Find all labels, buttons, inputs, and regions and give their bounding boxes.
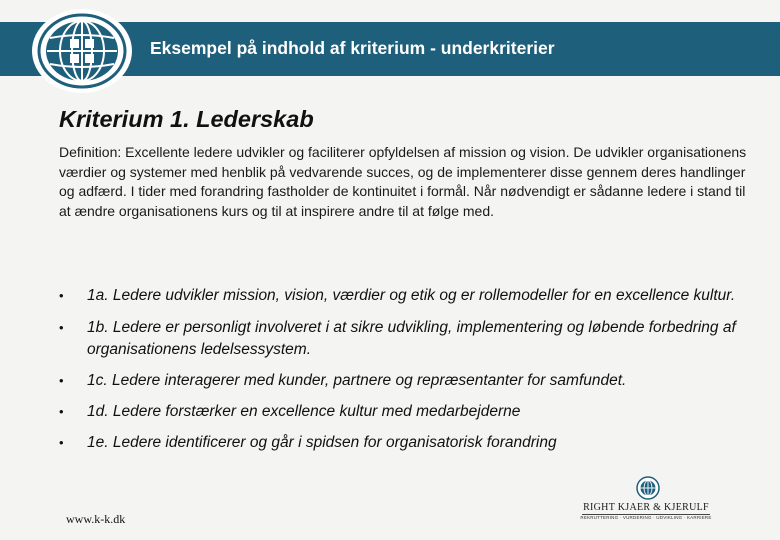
criterion-heading: Kriterium 1. Lederskab (59, 106, 314, 132)
firm-logo (578, 474, 714, 524)
bullet-icon: • (59, 404, 64, 419)
criterion-text: 1c. Ledere interagerer med kunder, partnere og repræsentanter for samfundet. (87, 372, 627, 389)
criterion-text: 1b. Ledere er personligt involveret i at sikre udvikling, implementering og løbende forbedring af organisationens ledelsessystem. (87, 319, 736, 358)
criterion-text: 1a. Ledere udvikler mission, vision, værdier og etik og er rollemodeller for en excellence kultur. (87, 287, 736, 304)
bullet-icon: • (59, 288, 64, 303)
list-item (59, 401, 749, 423)
criterion-text: 1d. Ledere forstærker en excellence kultur med medarbejderne (87, 403, 521, 420)
website-url: www.k-k.dk (66, 512, 126, 526)
list-item (59, 432, 749, 454)
sub-criteria-list (59, 285, 749, 454)
criterion-text: 1e. Ledere identificerer og går i spidsen for organisatorisk forandring (87, 434, 557, 451)
bullet-icon: • (59, 320, 64, 335)
page-title: Eksempel på indhold af kriterium - underkriterier (150, 38, 555, 58)
list-item (59, 317, 749, 361)
firm-tagline: REKRUTTERING · VURDERING · UDVIKLING · KARRIERE (580, 515, 712, 520)
list-item (59, 285, 749, 307)
definition-paragraph: Definition: Excellente ledere udvikler og faciliterer opfyldelsen af mission og vision. De udvikler organisationens værdier og systemer med henblik på vedvarende succes, og de implementerer disse gennem deres handlinger og adfærd. I tider med forandring fastholder de kontinuitet i formål. Når nødvendigt er sådanne ledere i stand til at ændre organisationens kurs og til at inspirere andre til at følge med. (59, 144, 747, 219)
globe-logo-icon (30, 8, 134, 94)
bullet-icon: • (59, 373, 64, 388)
firm-name: RIGHT KJAER & KJERULF (583, 502, 709, 513)
list-item (59, 370, 749, 392)
firm-emblem-icon (636, 476, 660, 500)
bullet-icon: • (59, 435, 64, 450)
